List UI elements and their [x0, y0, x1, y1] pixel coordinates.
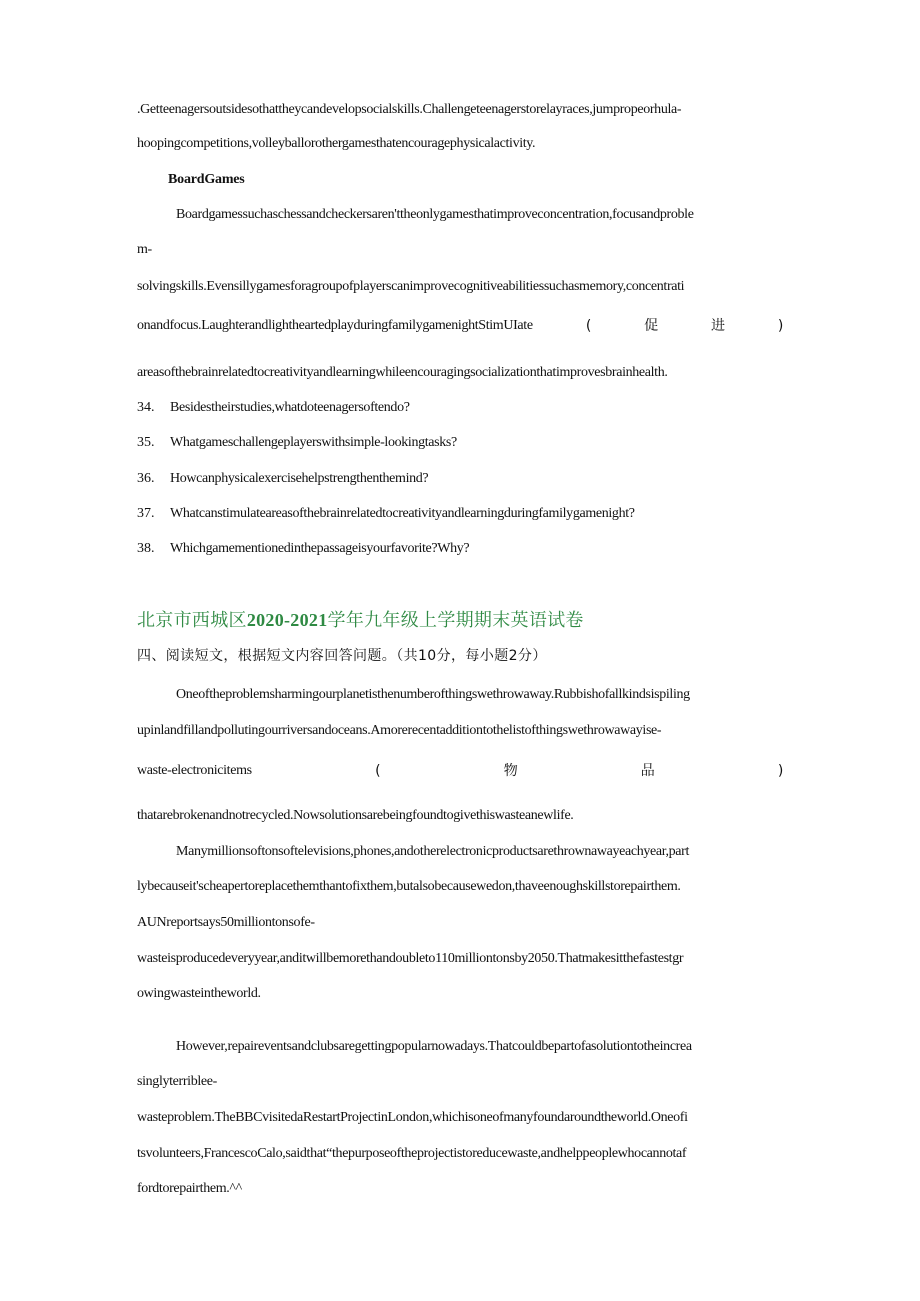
- question-37: [137, 504, 783, 524]
- passage-line: AUNreportsays50milliontonsofe-: [137, 915, 315, 930]
- gloss-close-paren: ): [777, 763, 783, 779]
- passage-line: owingwasteintheworld.: [137, 986, 261, 1001]
- passage-line: Oneoftheproblemsharmingourplanetisthenumberofthingswethrowaway.Rubbishofallkindsispiling: [176, 687, 690, 702]
- passage-line: wasteisproducedeveryyear,anditwillbemorethandoubleto110milliontonsby2050.Thatmakesitthefastestgr: [137, 951, 684, 966]
- gloss-open-paren: (: [375, 763, 381, 779]
- gloss-char: 物: [503, 763, 518, 779]
- exam-title: [137, 607, 584, 634]
- passage-line: .Getteenagersoutsidesothattheycandevelopsocialskills.Challengeteenagerstorelayraces,jumpropeorhula-: [137, 102, 682, 117]
- exam-title-year: 2020-2021: [246, 610, 328, 630]
- passage-line-gloss: [137, 316, 783, 336]
- gloss-line-text: waste-electronicitems: [137, 763, 252, 778]
- question-34: [137, 398, 783, 418]
- question-number: 37.: [137, 506, 155, 521]
- question-35: [137, 433, 783, 453]
- passage-line: thatarebrokenandnotrecycled.Nowsolutionsarebeingfoundtogivethiswasteanewlife.: [137, 808, 574, 823]
- exam-title-region: 北京市西城区: [137, 610, 247, 631]
- passage-line: However,repaireventsandclubsaregettingpopularnowadays.Thatcouldbepartofasolutiontotheincrea: [176, 1039, 692, 1054]
- passage-line: upinlandfillandpollutingourriversandoceans.Amorerecentadditiontothelistofthingswethrowawayise-: [137, 723, 662, 738]
- passage-line: solvingskills.Evensillygamesforagroupofplayerscanimprovecognitiveabilitiessuchasmemory,concentrati: [137, 279, 685, 294]
- gloss-char: 品: [640, 763, 655, 779]
- passage-line: lybecauseit'scheapertoreplacethemthantofixthem,butalsobecausewedon,thaveenoughskillstorepairthem.: [137, 879, 681, 894]
- question-text: Besidestheirstudies,whatdoteenagersoftendo?: [170, 400, 410, 415]
- question-text: Whichgamementionedinthepassageisyourfavorite?Why?: [170, 541, 470, 556]
- gloss-line-text: onandfocus.LaughterandlightheartedplayduringfamilygamenightStimUIate: [137, 318, 533, 333]
- gloss-open-paren: (: [585, 318, 591, 334]
- passage-line: singlyterriblee-: [137, 1074, 217, 1089]
- exam-title-rest: 学年九年级上学期期末英语试卷: [327, 610, 584, 631]
- gloss-char: 进: [711, 318, 725, 334]
- question-38: [137, 539, 783, 559]
- question-text: Howcanphysicalexercisehelpstrengthenthemind?: [170, 471, 429, 486]
- question-number: 38.: [137, 541, 155, 556]
- gloss-char: 促: [644, 318, 658, 334]
- passage-line: m-: [137, 242, 152, 257]
- section-instructions: 四、阅读短文，根据短文内容回答问题。（共10分，每小题2分）: [137, 648, 547, 664]
- passage-line: wasteproblem.TheBBCvisitedaRestartProjectinLondon,whichisoneofmanyfoundaroundtheworld.Oneofi: [137, 1110, 688, 1125]
- section-heading-board-games: BoardGames: [168, 172, 245, 187]
- gloss-close-paren: ): [777, 318, 783, 334]
- passage-line-gloss: [137, 761, 783, 781]
- passage-line: tsvolunteers,FrancescoCalo,saidthat“thepurposeoftheprojectistoreducewaste,andhelppeoplewhocannotaf: [137, 1146, 687, 1161]
- passage-line: areasofthebrainrelatedtocreativityandlearningwhileencouragingsocializationthatimprovesbrainhealth.: [137, 365, 668, 380]
- passage-line: fordtorepairthem.^^: [137, 1181, 242, 1196]
- passage-line: Manymillionsoftonsoftelevisions,phones,andotherelectronicproductsarethrownawayeachyear,part: [176, 844, 690, 859]
- question-text: Whatcanstimulateareasofthebrainrelatedtocreativityandlearningduringfamilygamenight?: [170, 506, 635, 521]
- question-number: 36.: [137, 471, 155, 486]
- question-text: Whatgameschallengeplayerswithsimple-lookingtasks?: [170, 435, 457, 450]
- passage-line: Boardgamessuchaschessandcheckersaren'ttheonlygamesthatimproveconcentration,focusandproble: [176, 207, 694, 222]
- passage-line: hoopingcompetitions,volleyballorothergamesthatencouragephysicalactivity.: [137, 136, 536, 151]
- question-number: 34.: [137, 400, 155, 415]
- question-number: 35.: [137, 435, 155, 450]
- question-36: [137, 469, 783, 489]
